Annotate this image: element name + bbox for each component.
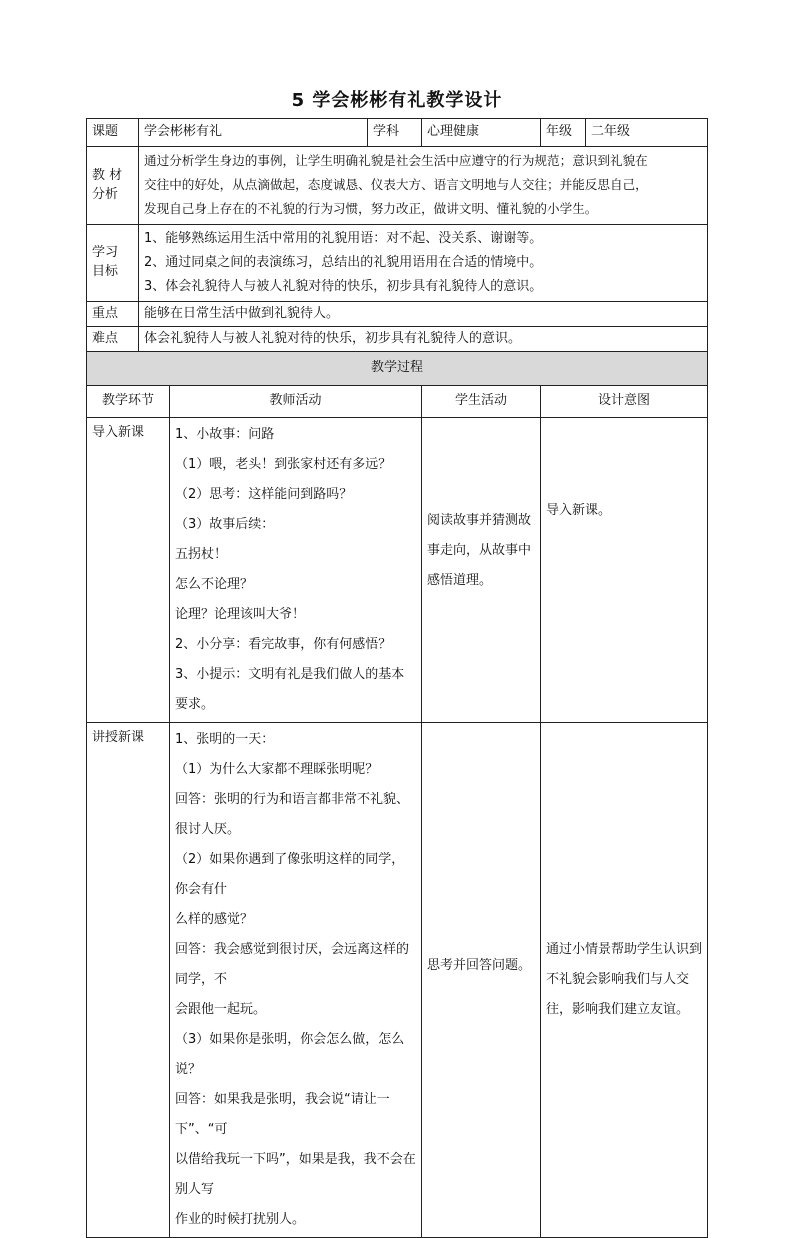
analysis-row: [87, 147, 708, 225]
goals-row: [87, 225, 708, 302]
focus-label: 重点: [87, 302, 139, 327]
focus-row: [87, 302, 708, 327]
difficulty-label: 难点: [87, 327, 139, 352]
section-stage: 讲授新课: [87, 723, 170, 1238]
student-activity: 思考并回答问题。: [422, 723, 541, 1238]
col-stage: 教学环节: [87, 386, 170, 418]
student-activity: 阅读故事并猜测故事走向，从故事中感悟道理。: [422, 418, 541, 723]
goals-label: 学习 目标: [87, 225, 139, 302]
topic-label: 课题: [87, 119, 139, 147]
focus-text: 能够在日常生活中做到礼貌待人。: [139, 302, 708, 327]
section-stage: 导入新课: [87, 418, 170, 723]
subject-value: 心理健康: [422, 119, 541, 147]
grade-label: 年级: [541, 119, 586, 147]
goals-text: 1、能够熟练运用生活中常用的礼貌用语：对不起、没关系、谢谢等。 2、通过同桌之间的表演练习，总结出的礼貌用语用在合适的情境中。 3、体会礼貌待人与被人礼貌对待的快乐，初步具有礼貌待人的意识。: [139, 225, 708, 302]
teacher-activity: 1、张明的一天： （1）为什么大家都不理睬张明呢？ 回答：张明的行为和语言都非常不礼貌、很讨人厌。 （2）如果你遇到了像张明这样的同学，你会有什 么样的感觉？ 回答：我会感觉到很讨厌，会远离这样的同学，不 会跟他一起玩。 （3）如果你是张明，你会怎么做，怎么说？ 回答：如果我是张明，我会说“请让一下”、“可 以借给我玩一下吗”，如果是我，我不会在别人写 作业的时候打扰别人。: [170, 723, 422, 1238]
difficulty-row: [87, 327, 708, 352]
topic-value: 学会彬彬有礼: [139, 119, 368, 147]
lesson-plan-table: [86, 118, 708, 1238]
design-intent: 通过小情景帮助学生认识到不礼貌会影响我们与人交往，影响我们建立友谊。: [541, 723, 708, 1238]
process-header: 教学过程: [87, 352, 708, 386]
subject-label: 学科: [368, 119, 422, 147]
analysis-label: 教 材 分析: [87, 147, 139, 225]
page-title: 5 学会彬彬有礼教学设计: [291, 90, 503, 111]
col-student: 学生活动: [422, 386, 541, 418]
column-header-row: [87, 386, 708, 418]
info-row: [87, 119, 708, 147]
difficulty-text: 体会礼貌待人与被人礼貌对待的快乐，初步具有礼貌待人的意识。: [139, 327, 708, 352]
col-teacher: 教师活动: [170, 386, 422, 418]
section-row: [87, 723, 708, 1238]
teacher-activity: 1、小故事：问路 （1）喂，老头！到张家村还有多远？ （2）思考：这样能问到路吗？ （3）故事后续： 五拐杖！ 怎么不论理？ 论理？论理该叫大爷！ 2、小分享：看完故事，你有何感悟？ 3、小提示：文明有礼是我们做人的基本要求。: [170, 418, 422, 723]
section-row: [87, 418, 708, 723]
analysis-text: 通过分析学生身边的事例，让学生明确礼貌是社会生活中应遵守的行为规范；意识到礼貌在 交往中的好处，从点滴做起，态度诚恳、仪表大方、语言文明地与人交往；并能反思自己， 发现自己身上存在的不礼貌的行为习惯，努力改正，做讲文明、懂礼貌的小学生。: [139, 147, 708, 225]
design-intent: 导入新课。: [541, 418, 708, 723]
process-header-row: [87, 352, 708, 386]
grade-value: 二年级: [586, 119, 708, 147]
col-intent: 设计意图: [541, 386, 708, 418]
